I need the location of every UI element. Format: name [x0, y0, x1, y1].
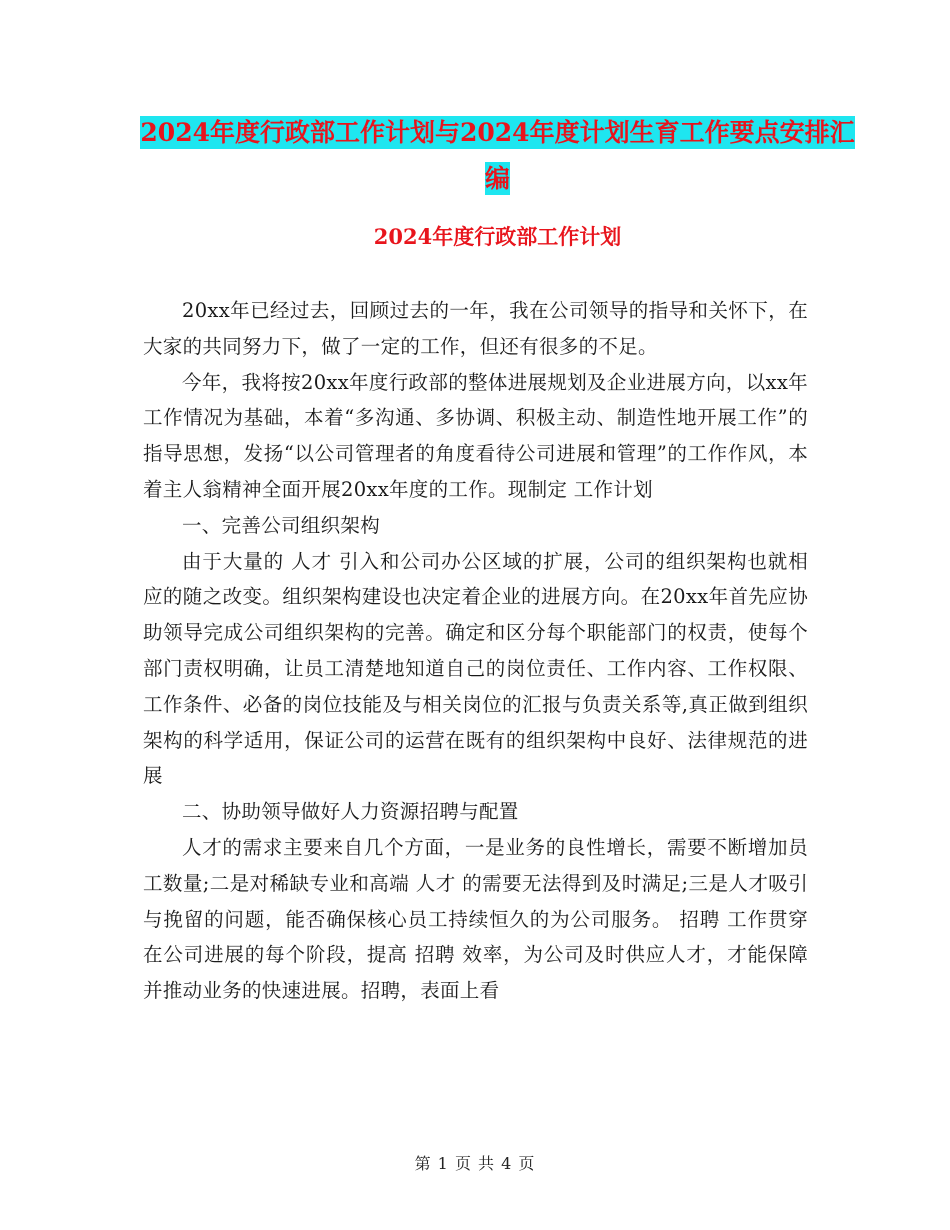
paragraph: 今年，我将按20xx年度行政部的整体进展规划及企业进展方向，以xx年工作情况为基础，本着“多沟通、多协调、积极主动、制造性地开展工作”的指导思想，发扬“以公司管理者的角度看待公司进展和管理”的工作作风，本着主人翁精神全面开展20xx年度的工作。现制定 工作计划 — [143, 370, 808, 501]
document-title-text: 2024年度行政部工作计划与2024年度计划生育工作要点安排汇编 — [140, 118, 855, 193]
paragraph: 人才的需求主要来自几个方面，一是业务的良性增长，需要不断增加员工数量;二是对稀缺专业和高端 人才 的需要无法得到及时满足;三是人才吸引与挽留的问题，能否确保核心员工持续恒久的为公司服务。 招聘 工作贯穿在公司进展的每个阶段，提高 招聘 效率，为公司及时供应人才，才能保障并推动业务的快速进展。招聘，表面上看 — [143, 835, 808, 1003]
document-body — [143, 293, 808, 1009]
section-title: 2024年度行政部工作计划 — [373, 224, 622, 249]
page-footer: 第 1 页 共 4 页 — [414, 1154, 536, 1173]
paragraph: 由于大量的 人才 引入和公司办公区域的扩展，公司的组织架构也就相应的随之改变。组织架构建设也决定着企业的进展方向。在20xx年首先应协助领导完成公司组织架构的完善。确定和区分每个职能部门的权责，使每个部门责权明确，让员工清楚地知道自己的岗位责任、工作内容、工作权限、工作条件、必备的岗位技能及与相关岗位的汇报与负责关系等,真正做到组织架构的科学适用，保证公司的运营在既有的组织架构中良好、法律规范的进展 — [143, 549, 808, 788]
paragraph: 20xx年已经过去，回顾过去的一年，我在公司领导的指导和关怀下，在大家的共同努力下，做了一定的工作，但还有很多的不足。 — [143, 299, 808, 358]
section-heading: 一、完善公司组织架构 — [182, 513, 381, 537]
document-title — [140, 110, 855, 202]
section-heading: 二、协助领导做好人力资源招聘与配置 — [182, 800, 519, 824]
